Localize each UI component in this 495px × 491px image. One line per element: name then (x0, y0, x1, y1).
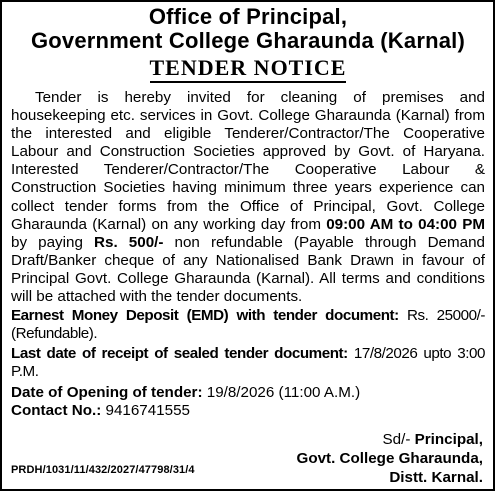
office-hours: 09:00 AM to 04:00 PM (326, 215, 485, 233)
main-text-part2: by paying (11, 233, 95, 251)
signature-college: Govt. College Gharaunda, (296, 449, 483, 467)
main-paragraph (11, 89, 485, 306)
contact-line (11, 402, 485, 420)
signature-block (11, 430, 485, 487)
notice-title: TENDER NOTICE (150, 56, 347, 83)
main-text-part1: Tender is hereby invited for cleaning of premises and housekeeping etc. services in Govt. College Gharaunda (Karnal) from the interested and eligible Tenderer/Contractor/The Cooperative Labour and Construction Societies approved by Govt. of Haryana. Interested Tenderer/Contractor/The Cooperative Labour & Construction Societies having minimum three years experience can collect tender forms from the Office of Principal, Govt. College Gharaunda (Karnal) on any working day from (11, 89, 485, 233)
contact-label: Contact No.: (11, 401, 102, 419)
opening-date-value: 19/8/2026 (11:00 A.M.) (202, 383, 361, 401)
last-date-line (11, 345, 485, 381)
main-text-part3: non refundable (Payable through Demand Draft/Banker cheque of any Nationalised Bank Drawn in favour of Principal Govt. College Gharaunda (Karnal). All terms and conditions will be attached with the tender documents. (11, 233, 485, 306)
signature-designation: Principal, (414, 430, 483, 448)
opening-date-line (11, 384, 485, 402)
last-date-value: 17/8/2026 upto 3:00 P.M. (11, 345, 485, 381)
signature-district: Distt. Karnal. (389, 468, 483, 486)
emd-label: Earnest Money Deposit (EMD) with tender document: (11, 307, 399, 325)
college-heading: Government College Gharaunda (Karnal) (30, 28, 466, 53)
opening-date-label: Date of Opening of tender: (11, 383, 203, 401)
office-heading: Office of Principal, (148, 4, 348, 29)
last-date-label: Last date of receipt of sealed tender document: (11, 345, 348, 363)
signature-line1 (11, 430, 483, 449)
notice-title-wrap (11, 56, 485, 83)
reference-code: PRDH/1031/11/432/2027/47798/31/4 (11, 464, 195, 476)
form-fee: Rs. 500/- (94, 233, 164, 251)
emd-line (11, 307, 485, 343)
signature-prefix: Sd/- (382, 430, 415, 448)
emd-value: Rs. 25000/- (Refundable). (11, 307, 485, 343)
contact-value: 9416741555 (101, 401, 190, 419)
